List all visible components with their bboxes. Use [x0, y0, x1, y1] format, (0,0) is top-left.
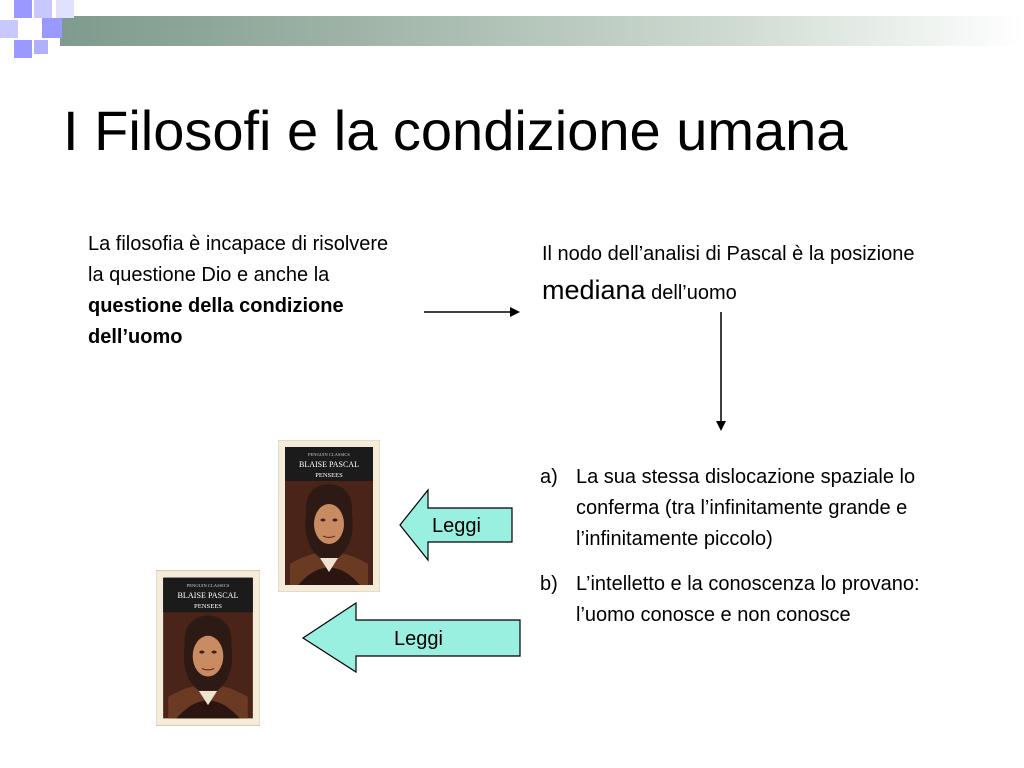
list-marker: a) — [540, 466, 558, 488]
book-title: PENSEES — [194, 603, 222, 611]
list-marker: b) — [540, 573, 558, 595]
pascal-emphasis: mediana — [542, 275, 646, 305]
book-cover-2 — [156, 568, 260, 728]
intro-regular: La filosofia è incapace di risolvere la questione Dio e anche la — [88, 233, 389, 286]
pascal-after: dell’uomo — [645, 282, 737, 304]
book-series: PENGUIN CLASSICS — [308, 452, 350, 457]
book-author: BLAISE PASCAL — [299, 460, 359, 469]
book-cover-1 — [278, 440, 380, 592]
intro-bold: questione della condizione dell’uomo — [88, 295, 344, 348]
list-item-text: L’intelletto e la conoscenza lo provano: l’uomo conosce e non conosce — [576, 573, 920, 626]
book-author: BLAISE PASCAL — [177, 591, 239, 601]
book-series: PENGUIN CLASSICS — [186, 582, 230, 588]
pascal-before: Il nodo dell’analisi di Pascal è la posizione — [542, 243, 915, 265]
leggi-button-1[interactable]: Leggi — [432, 515, 481, 537]
book-title: PENSEES — [315, 472, 343, 479]
slide-title: I Filosofi e la condizione umana — [63, 99, 848, 162]
right-arrow — [424, 307, 520, 317]
down-arrow — [716, 312, 726, 431]
leggi-button-2[interactable]: Leggi — [394, 628, 443, 650]
list-item-text: La sua stessa dislocazione spaziale lo conferma (tra l’infinitamente grande e l’infinitamente piccolo) — [576, 466, 916, 550]
